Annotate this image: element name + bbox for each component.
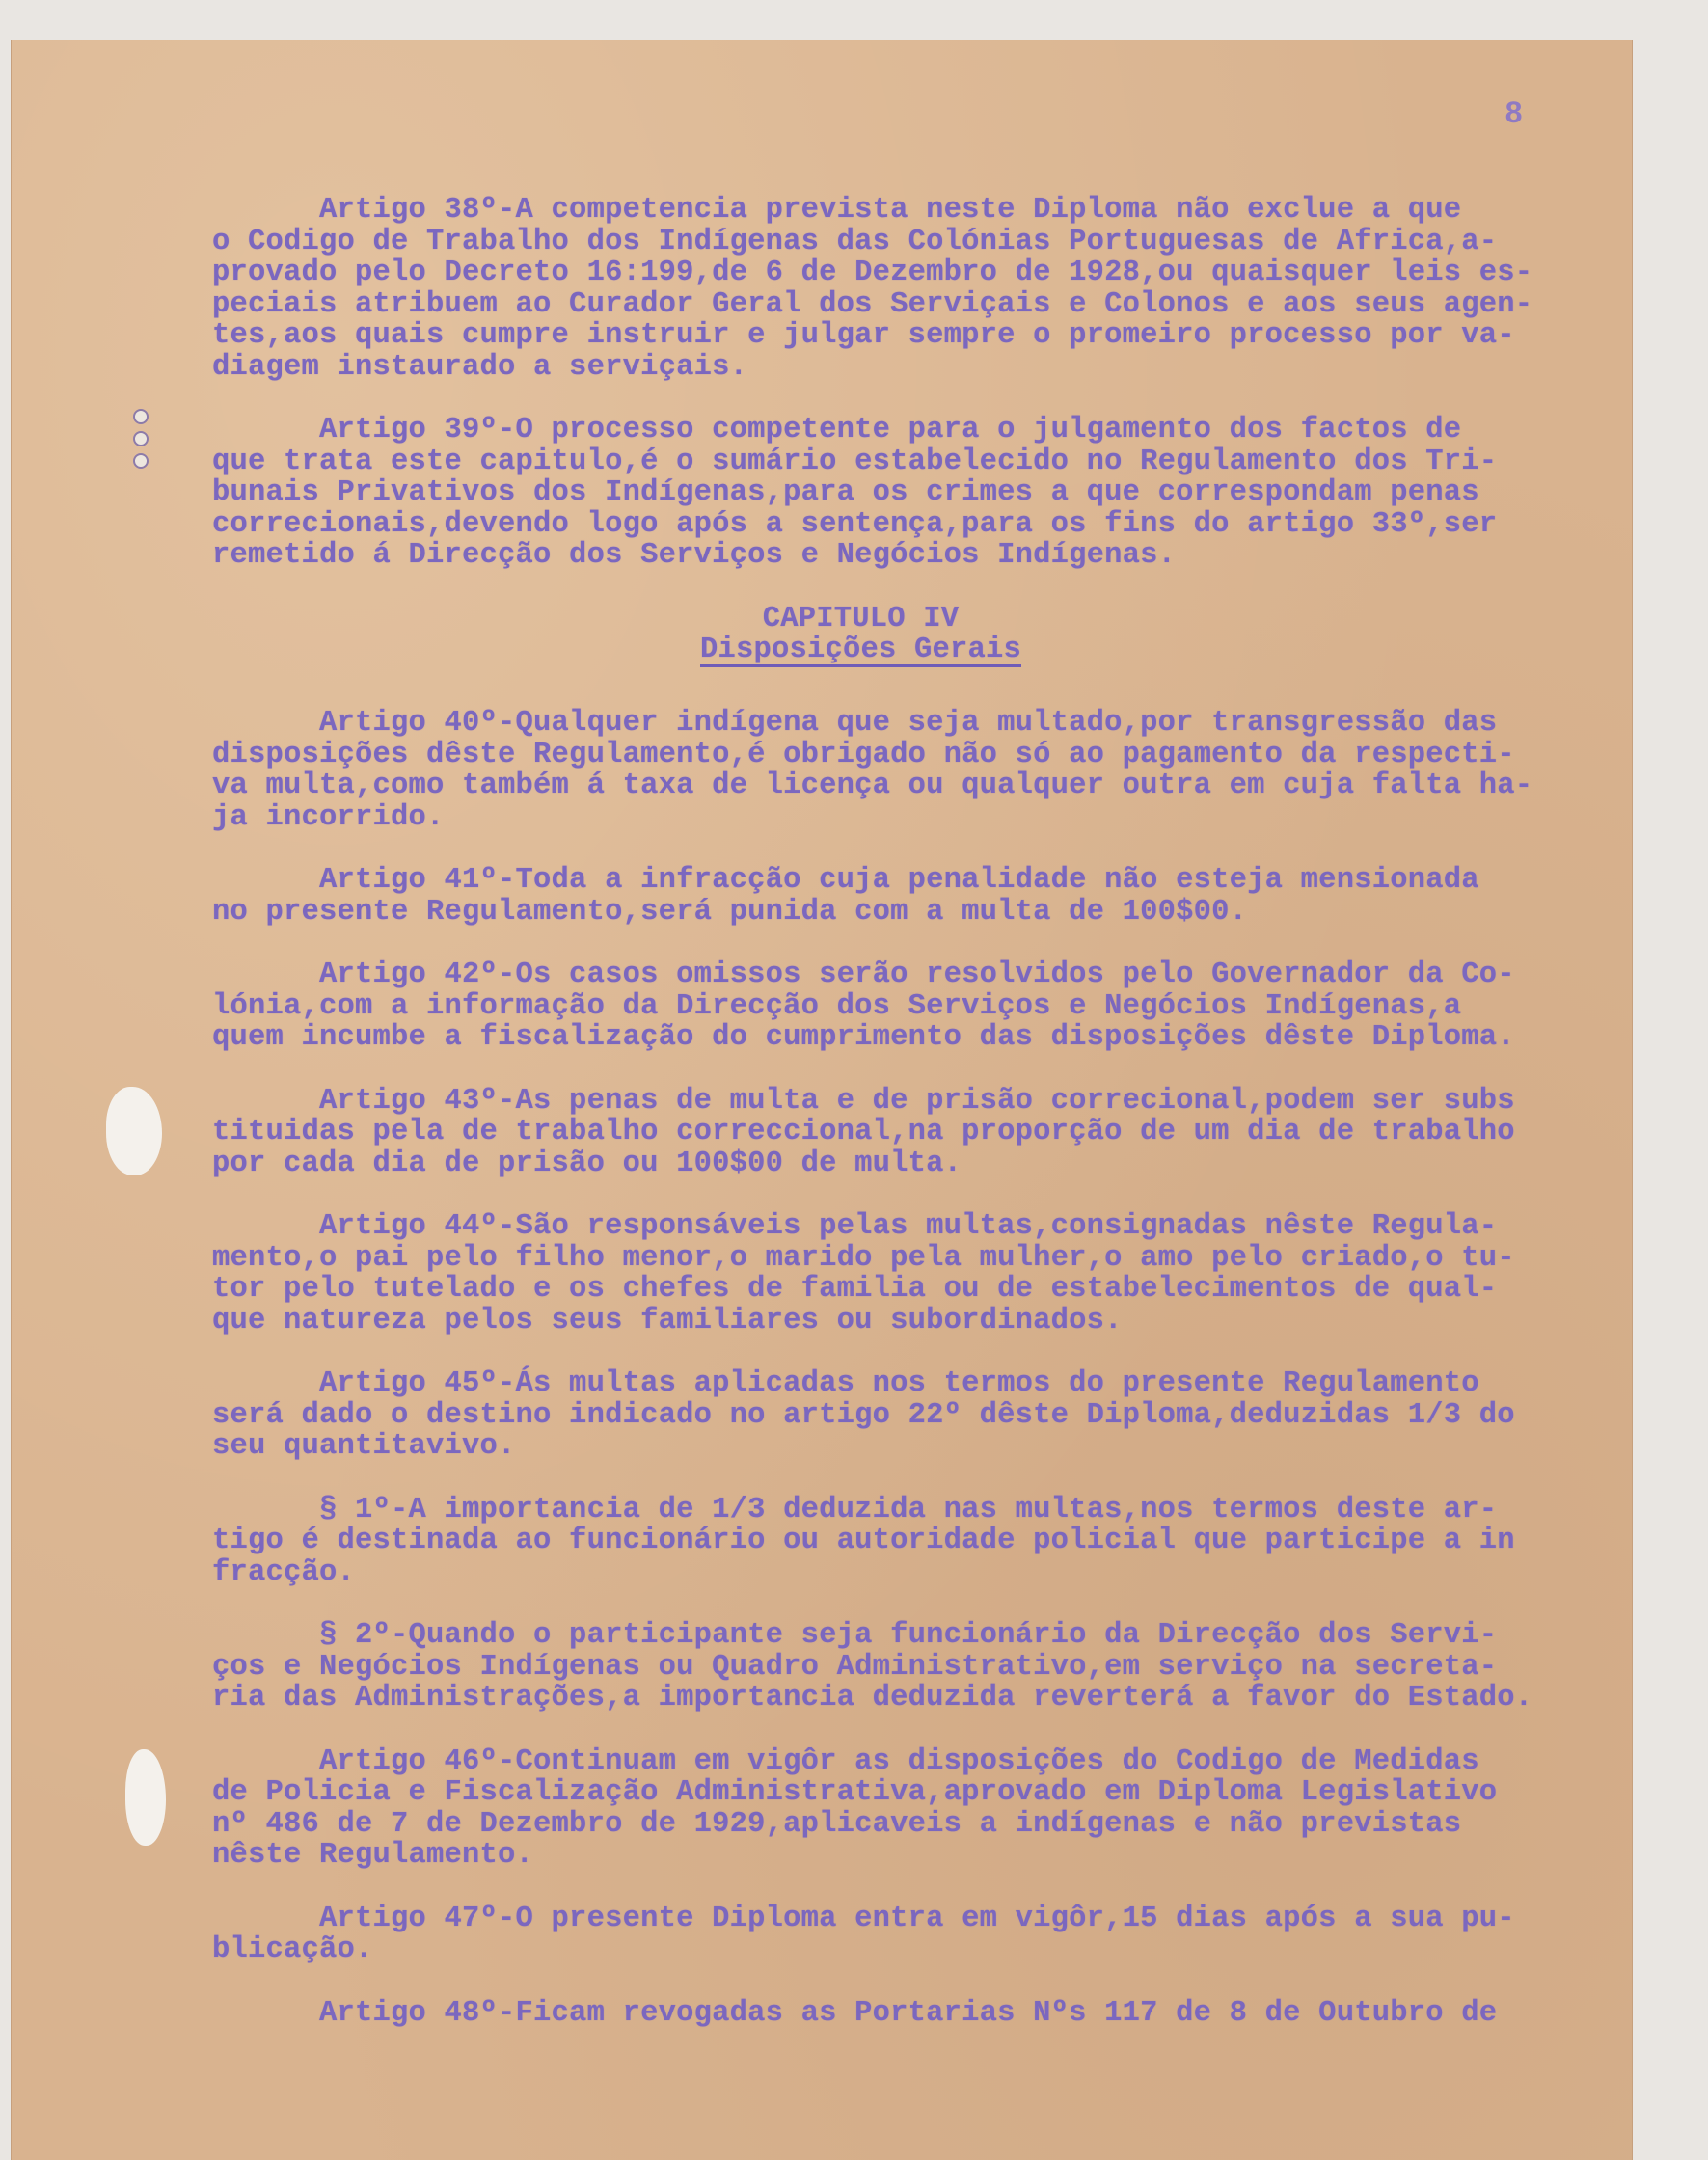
paper-tear [125, 1749, 166, 1846]
article-43: Artigo 43º-As penas de multa e de prisão correcional,podem ser subs tituidas pela de trabalho correccional,na proporção de um dia de trabalho por cada dia de prisão ou 100$00 de multa. [212, 1084, 1515, 1180]
document-page [12, 40, 1632, 2160]
article-44: Artigo 44º-São responsáveis pelas multas,consignadas nêste Regula- mento,o pai pelo filho menor,o marido pela mulher,o amo pelo criado,o tu- tor pelo tutelado e os chefes de familia ou de estabelecimentos de qual- que natureza pelos seus familiares ou subordinados. [212, 1210, 1515, 1337]
article-46: Artigo 46º-Continuam em vigôr as disposições do Codigo de Medidas de Policia e Fiscalização Administrativa,aprovado em Diploma Legislativo nº 486 de 7 de Dezembro de 1929,aplicaveis a indígenas e não previstas nêste Regulamento. [212, 1744, 1498, 1872]
punch-hole [133, 431, 149, 446]
chapter-heading [212, 604, 1635, 668]
page-number: 8 [1505, 96, 1524, 132]
article-38: Artigo 38º-A competencia prevista neste Diploma não exclue a que o Codigo de Trabalho dos Indígenas das Colónias Portuguesas de Africa,a- provado pelo Decreto 16:199,de 6 de Dezembro de 1928,ou quaisquer leis es- peciais atribuem ao Curador Geral dos Serviçais e Colonos e aos seus agen- tes,aos quais cumpre instruir e julgar sempre o promeiro processo por va- diagem instaurado a serviçais. [212, 194, 1533, 384]
punch-hole [133, 453, 149, 469]
article-40: Artigo 40º-Qualquer indígena que seja multado,por transgressão das disposições dêste Regulamento,é obrigado não só ao pagamento da respecti- va multa,como também á taxa de licença ou qualquer outra em cuja falta ha- ja incorrido. [212, 707, 1533, 834]
paragraph-2: § 2º-Quando o participante seja funcionário da Direcção dos Servi- ços e Negócios Indígenas ou Quadro Administrativo,em serviço na secreta- ria das Administrações,a importancia deduzida reverterá a favor do Estado. [212, 1619, 1533, 1714]
chapter-title: CAPITULO IV [762, 602, 960, 635]
article-42: Artigo 42º-Os casos omissos serão resolvidos pelo Governador da Co- lónia,com a informação da Direcção dos Serviços e Negócios Indígenas,a quem incumbe a fiscalização do cumprimento das disposições dêste Diploma. [212, 958, 1515, 1054]
punch-hole [133, 409, 149, 424]
article-45: Artigo 45º-Ás multas aplicadas nos termos do presente Regulamento será dado o destino indicado no artigo 22º dêste Diploma,deduzidas 1/3 do seu quantitavivo. [212, 1367, 1515, 1463]
paper-tear [106, 1087, 162, 1175]
article-47: Artigo 47º-O presente Diploma entra em vigôr,15 dias após a sua pu- blicação. [212, 1902, 1515, 1966]
paragraph-1: § 1º-A importancia de 1/3 deduzida nas multas,nos termos deste ar- tigo é destinada ao funcionário ou autoridade policial que participe a in fracção. [212, 1493, 1515, 1589]
article-39: Artigo 39º-O processo competente para o julgamento dos factos de que trata este capitulo,é o sumário estabelecido no Regulamento dos Tri- bunais Privativos dos Indígenas,para os crimes a que correspondam penas correcionais,devendo logo após a sentença,para os fins do artigo 33º,ser remetido á Direcção dos Serviços e Negócios Indígenas. [212, 414, 1498, 572]
article-41: Artigo 41º-Toda a infracção cuja penalidade não esteja mensionada no presente Regulamento,será punida com a multa de 100$00. [212, 864, 1479, 929]
document-body [212, 195, 1635, 2061]
chapter-subtitle: Disposições Gerais [699, 634, 1022, 666]
article-48: Artigo 48º-Ficam revogadas as Portarias Nºs 117 de 8 de Outubro de [212, 1996, 1498, 2030]
